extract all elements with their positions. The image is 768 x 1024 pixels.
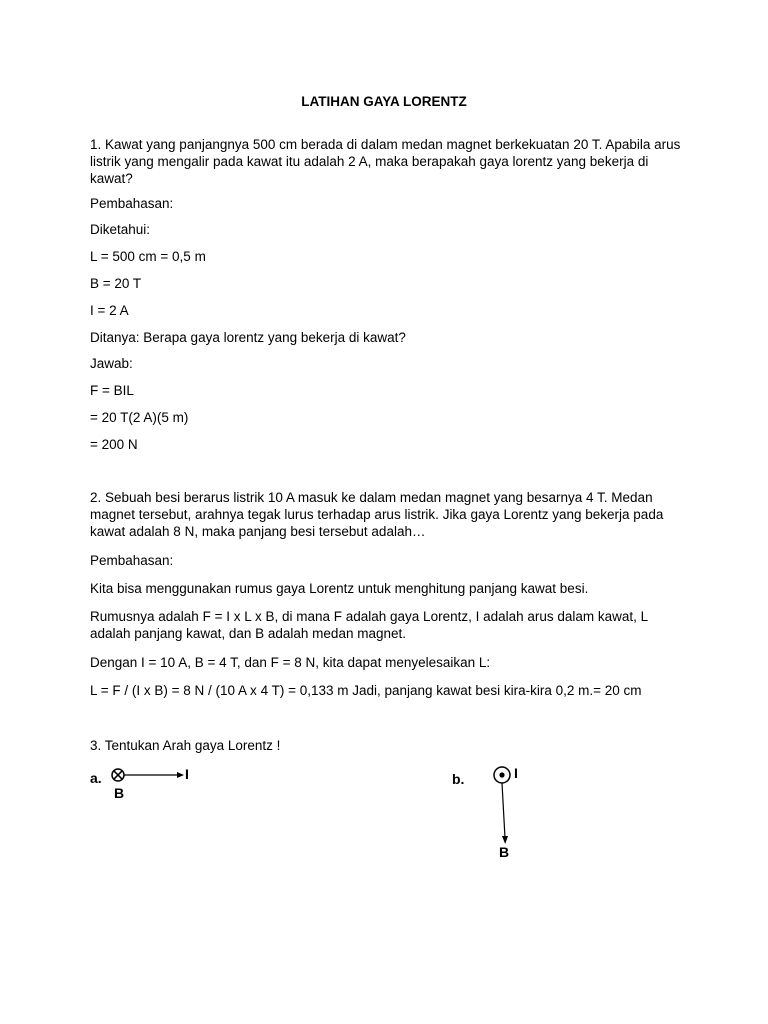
field-arrow — [502, 783, 508, 844]
q1-substitution: = 20 T(2 A)(5 m) — [90, 410, 189, 425]
q2-pembahasan: Pembahasan: — [90, 553, 174, 568]
q2-explanation-2: Rumusnya adalah F = I x L x B, di mana F adalah gaya Lorentz, I adalah arus dalam kawat, L adalah panjang kawat, dan B adalah medan magnet. — [90, 609, 648, 641]
diagram-a-label: a. — [90, 770, 102, 786]
cross-into-page-icon — [112, 769, 124, 781]
q1-given-length: L = 500 cm = 0,5 m — [90, 249, 206, 264]
q1-ditanya: Ditanya: Berapa gaya lorentz yang bekerja di kawat? — [90, 330, 406, 345]
q1-pembahasan: Pembahasan: — [90, 196, 174, 211]
q1-diketahui: Diketahui: — [90, 222, 151, 237]
q1-formula: F = BIL — [90, 383, 134, 398]
q2-answer: L = F / (I x B) = 8 N / (10 A x 4 T) = 0,133 m Jadi, panjang kawat besi kira-kira 0,2 m.= 20 cm — [90, 683, 642, 698]
page-title: LATIHAN GAYA LORENTZ — [301, 94, 467, 109]
q2-explanation-1: Kita bisa menggunakan rumus gaya Lorentz untuk menghitung panjang kawat besi. — [90, 581, 589, 596]
dot-out-of-page-icon — [494, 767, 510, 783]
diagram-a — [88, 762, 208, 807]
q1-question: 1. Kawat yang panjangnya 500 cm berada di dalam medan magnet berkekuatan 20 T. Apabila arus listrik yang mengalir pada kawat itu adalah 2 A, maka berapakah gaya lorentz yang bekerja di kawat? — [90, 137, 681, 186]
diagram-b-field-label: B — [499, 844, 510, 860]
q1-result: = 200 N — [90, 437, 138, 452]
diagram-b-label: b. — [452, 771, 465, 787]
q1-given-current: I = 2 A — [90, 303, 129, 318]
diagram-a-drawing — [88, 762, 208, 807]
diagram-b-current-label: I — [514, 765, 518, 781]
q1-jawab: Jawab: — [90, 356, 133, 371]
diagram-a-current-label: I — [185, 766, 189, 782]
q2-question: 2. Sebuah besi berarus listrik 10 A masuk ke dalam medan magnet yang besarnya 4 T. Medan magnet tersebut, arahnya tegak lurus terhadap arus listrik. Jika gaya Lorentz yang bekerja pada kawat adalah 8 N, maka panjang besi tersebut adalah… — [90, 490, 664, 539]
diagram-a-field-label: B — [114, 785, 125, 801]
q2-explanation-3: Dengan I = 10 A, B = 4 T, dan F = 8 N, kita dapat menyelesaikan L: — [90, 655, 491, 670]
q1-given-field: B = 20 T — [90, 276, 142, 291]
q3-question: 3. Tentukan Arah gaya Lorentz ! — [90, 738, 281, 753]
diagram-b — [450, 760, 550, 865]
current-arrow — [124, 772, 184, 778]
